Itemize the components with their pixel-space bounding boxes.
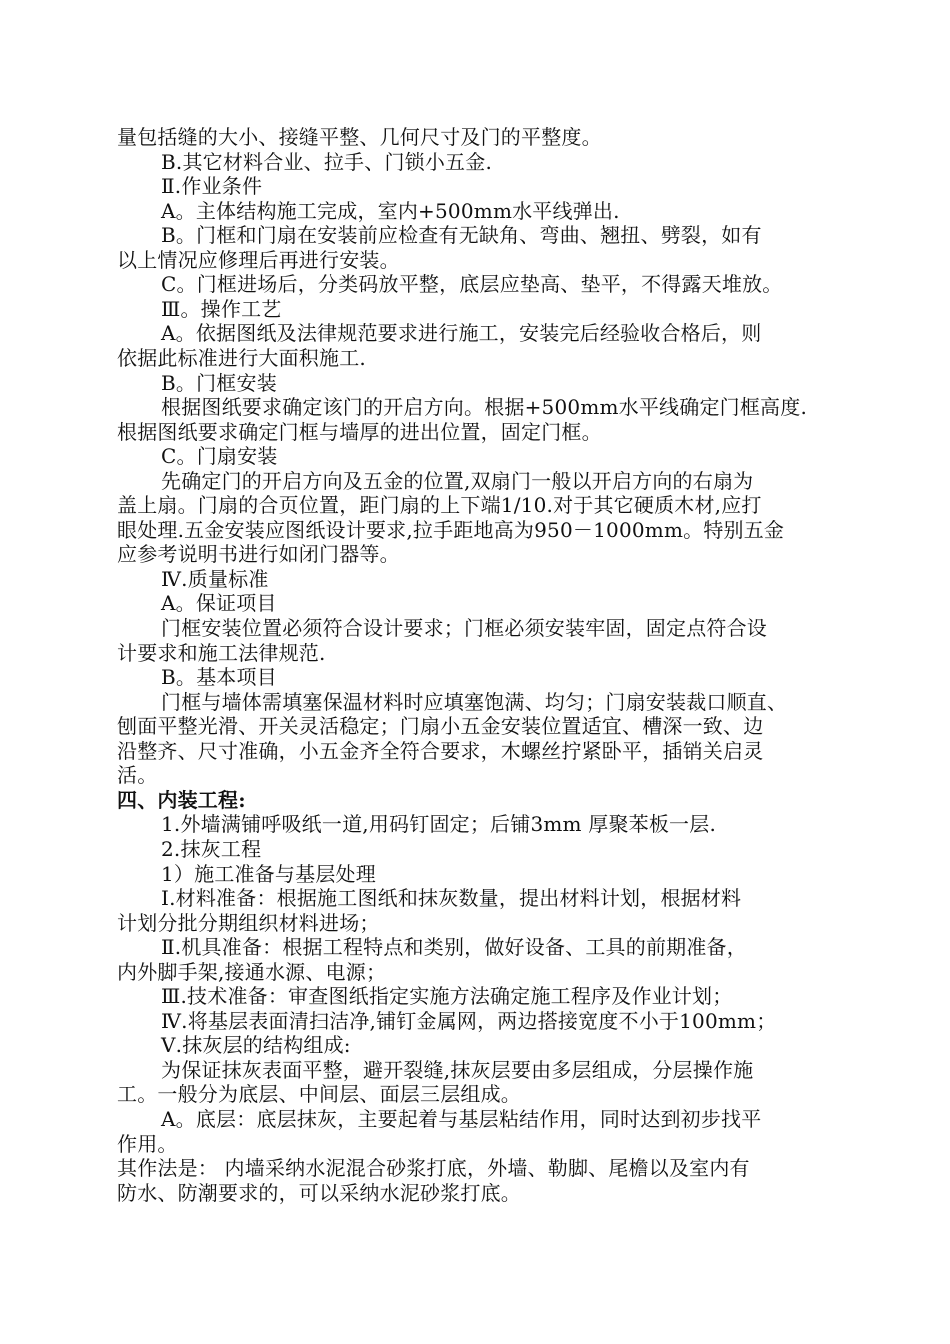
text-line: 沿整齐、尺寸准确，小五金齐全符合要求，木螺丝拧紧卧平，插销关启灵 [117,739,764,763]
text-line: 为保证抹灰表面平整，避开裂缝,抹灰层要由多层组成，分层操作施 [161,1058,754,1082]
text-line: 以上情况应修理后再进行安装。 [117,248,400,272]
text-line: 计划分批分期组织材料进场； [117,911,380,935]
text-line: Ⅳ.将基层表面清扫洁净,铺钉金属网，两边搭接宽度不小于100mm； [161,1009,777,1033]
text-line: 活。 [117,763,158,787]
text-line: 防水、防潮要求的，可以采纳水泥砂浆打底。 [117,1181,521,1205]
text-line: 眼处理.五金安装应图纸设计要求,拉手距地高为950－1000mm。特别五金 [117,518,785,542]
text-line: C。门扇安装 [161,444,278,468]
text-line: A。主体结构施工完成，室内+500mm水平线弹出. [161,199,620,223]
text-line: C。门框进场后，分类码放平整，底层应垫高、垫平，不得露天堆放。 [161,272,783,296]
text-line: B.其它材料合业、拉手、门锁小五金. [161,150,493,174]
text-line: 盖上扇。门扇的合页位置，距门扇的上下端1/10.对于其它硬质木材,应打 [117,493,762,517]
text-line: Ⅴ.抹灰层的结构组成: [161,1033,351,1057]
text-line: 其作法是： 内墙采纳水泥混合砂浆打底，外墙、勒脚、尾檐以及室内有 [117,1156,750,1180]
text-line: B。基本项目 [161,665,277,689]
text-line: A。底层：底层抹灰，主要起着与基层粘结作用，同时达到初步找平 [161,1107,762,1131]
text-line: B。门框安装 [161,371,277,395]
text-line: 刨面平整光滑、开关灵活稳定；门扇小五金安装位置适宜、槽深一致、边 [117,714,764,738]
text-line: 量包括缝的大小、接缝平整、几何尺寸及门的平整度。 [117,125,602,149]
text-line: 内外脚手架,接通水源、电源； [117,960,387,984]
text-line: Ⅳ.质量标准 [161,567,269,591]
text-line: 门框安装位置必须符合设计要求；门框必须安装牢固，固定点符合设 [161,616,767,640]
text-line: 先确定门的开启方向及五金的位置,双扇门一般以开启方向的右扇为 [161,469,754,493]
text-line: 1）施工准备与基层处理 [161,862,376,886]
text-line: 门框与墙体需填塞保温材料时应填塞饱满、均匀；门扇安装裁口顺直、 [161,690,788,714]
text-line: 工。一般分为底层、中间层、面层三层组成。 [117,1082,521,1106]
text-line: Ⅱ.作业条件 [161,174,263,198]
text-line: 计要求和施工法律规范. [117,641,326,665]
text-line: Ⅲ。操作工艺 [161,297,282,321]
text-line: B。门框和门扇在安装前应检查有无缺角、弯曲、翘扭、劈裂，如有 [161,223,762,247]
text-line: 应参考说明书进行如闭门器等。 [117,542,400,566]
text-line: 2.抹灰工程 [161,837,262,861]
text-line: Ⅱ.机具准备：根据工程特点和类别，做好设备、工具的前期准备， [161,935,747,959]
section-heading: 四、内装工程: [117,788,246,812]
text-line: 根据图纸要求确定门框与墙厚的进出位置，固定门框。 [117,420,602,444]
text-line: A。依据图纸及法律规范要求进行施工，安装完后经验收合格后，则 [161,321,762,345]
text-line: 根据图纸要求确定该门的开启方向。根据+500mm水平线确定门框高度. [161,395,808,419]
text-line: 1.外墙满铺呼吸纸一道,用码钉固定；后铺3mm 厚聚苯板一层. [161,812,717,836]
text-line: 依据此标准进行大面积施工. [117,346,366,370]
text-line: A。保证项目 [161,591,277,615]
text-line: Ⅲ.技术准备：审查图纸指定实施方法确定施工程序及作业计划； [161,984,733,1008]
text-line: Ⅰ.材料准备：根据施工图纸和抹灰数量，提出材料计划，根据材料 [161,886,742,910]
text-line: 作用。 [117,1132,178,1156]
